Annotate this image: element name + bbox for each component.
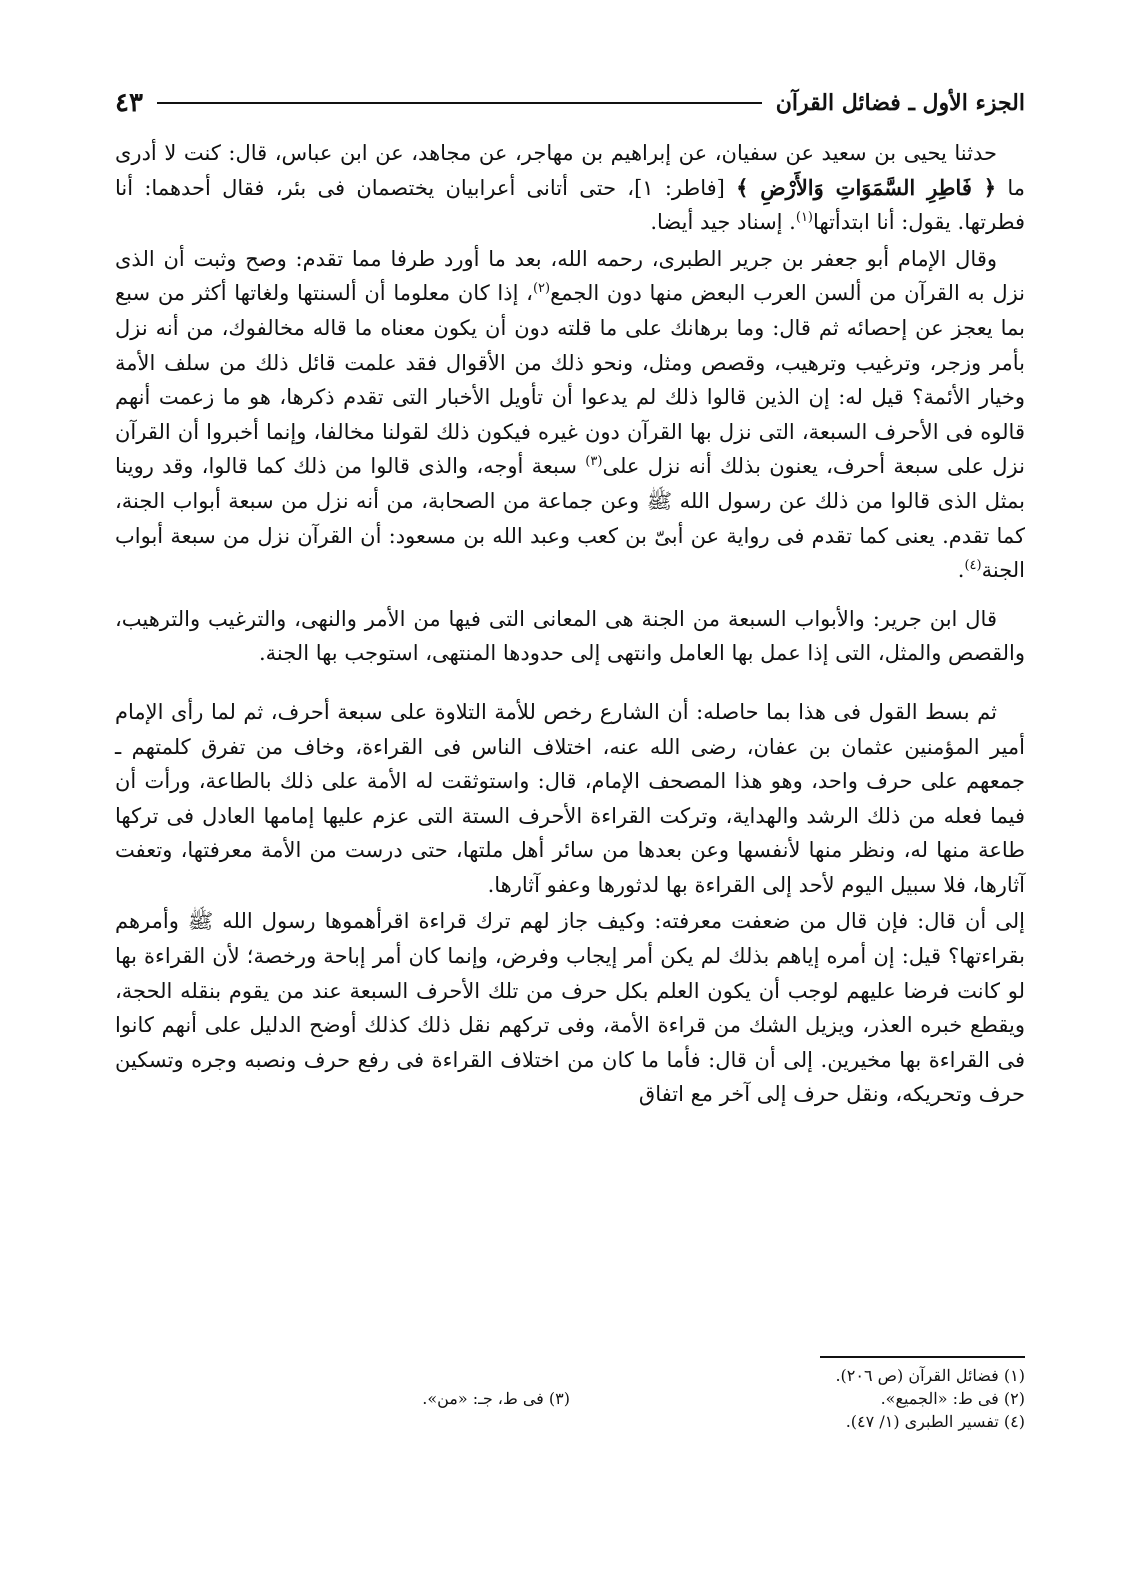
paragraph-3: قال ابن جرير: والأبواب السبعة من الجنة هى المعانى التى فيها من الأمر والنهى، والترغيب والترهيب، والقصص والمثل، التى إذا عمل بها العامل وانتهى إلى حدودها المنتهى، استوجب بها الجنة. — [115, 606, 1025, 666]
paragraph-2-text-a: وقال الإمام أبو جعفر بن جرير الطبرى، رحمه الله، بعد ما أورد طرفا مما تقدم: وصح وثبت أن الذى نزل به القرآن من ألسن العرب البعض منها دون الجمع — [115, 246, 1026, 306]
paragraph-4: ثم بسط القول فى هذا بما حاصله: أن الشارع رخص للأمة التلاوة على سبعة أحرف، ثم لما رأى الإمام أمير المؤمنين عثمان بن عفان، رضى الله عنه، اختلاف الناس فى القراءة، وخاف من تفرق كلمتهم ـ جمعهم على حرف واحد، وهو هذا المصحف الإمام، قال: واستوثقت له الأمة على ذلك بالطاعة، ورأت أن فيما فعله من ذلك الرشد والهداية، وتركت القراءة الأحرف الستة التى عزم عليها إمامها العادل فى تركها طاعة منها له، ونظر منها لأنفسها وعن بعدها من سائر أهل ملتها، حتى درست من الأمة معرفتها، وتعفت آثارها، فلا سبيل اليوم لأحد إلى القراءة بها لدثورها وعفو آثارها. — [115, 699, 1025, 897]
main-text — [115, 136, 1025, 1126]
paragraph-5: إلى أن قال: فإن قال من ضعفت معرفته: وكيف جاز لهم ترك قراءة اقرأهموها رسول الله ﷺ وأمرهم بقراءتها؟ قيل: إن أمره إياهم بذلك لم يكن أمر إيجاب وفرض، وإنما كان أمر إباحة ورخصة؛ لأن القراءة بها لو كانت فرضا عليهم لوجب أن يكون العلم بكل حرف من تلك الأحرف السبعة عند من يقوم بنقله الحجة، ويقطع خبره العذر، ويزيل الشك من قراءة الأمة، وفى تركهم نقل ذلك كذلك أوضح الدليل على أنهم كانوا فى القراءة بها مخيرين. إلى أن قال: فأما ما كان من اختلاف القراءة فى رفع حرف ونصبه وجره وتسكين حرف وتحريكه، ونقل حرف إلى آخر مع اتفاق — [115, 909, 1025, 1107]
paragraph-1-text-a: حدثنا يحيى بن سعيد عن سفيان، عن إبراهيم بن مهاجر، عن مجاهد، عن ابن عباس، قال: كنت لا أدرى ما — [115, 141, 1025, 200]
footnote-row-3 — [115, 1410, 1025, 1433]
footnotes — [115, 1364, 1025, 1433]
running-title: الجزء الأول ـ فضائل القرآن — [775, 90, 1025, 116]
paragraph-2-text-c: سبعة أوجه، والذى قالوا من ذلك كما قالوا، وقد روينا بمثل الذى قالوا من ذلك عن رسول الله ﷺ وعن جماعة من الصحابة، من أنه نزل من سبعة أبواب الجنة، كما تقدم. يعنى كما تقدم فى رواية عن أبىّ بن كعب وعبد الله بن مسعود: أن القرآن نزل من سبعة أبواب الجنة — [115, 454, 1025, 583]
paragraph-2-text-d: . — [957, 558, 965, 583]
paragraph-1-text-b: [فاطر: ١]، حتى أتانى أعرابيان يختصمان فى بئر، فقال أحدهما: أنا فطرتها. يقول: أنا ابتدأتها — [115, 175, 1025, 235]
footnote-row-1 — [115, 1364, 1025, 1387]
footnote-4: (٤) تفسير الطبرى (١/ ٤٧). — [845, 1412, 1025, 1431]
footnote-ref-1[interactable]: (١) — [795, 210, 813, 226]
footnote-2: (٢) فى ط: «الجميع». — [880, 1389, 1025, 1408]
footnote-1: (١) فضائل القرآن (ص ٢٠٦). — [835, 1366, 1025, 1385]
page-number: ٤٣ — [115, 88, 143, 118]
footnote-ref-4[interactable]: (٤) — [964, 558, 982, 574]
paragraph-1 — [115, 136, 1025, 240]
paragraph-2 — [115, 242, 1025, 588]
footnote-ref-3[interactable]: (٣) — [585, 454, 603, 470]
footnote-ref-2[interactable]: (٢) — [532, 281, 551, 297]
quran-verse: ﴿ فَاطِرِ السَّمَوَاتِ وَالأَرْضِ ﴾ — [736, 174, 997, 200]
footnote-3: (٣) فى ط، جـ: «من». — [422, 1389, 570, 1408]
footnote-separator — [820, 1356, 1025, 1358]
paragraph-2-text-b: ، إذا كان معلوما أن ألسنتها ولغاتها أكثر من سبع بما يعجز عن إحصائه ثم قال: وما برهانك على ما قلته دون أن يكون معناه ما قاله مخالفوك، من أنه نزل بأمر وزجر، وترغيب وترهيب، وقصص ومثل، ونحو ذلك من الأقوال فقد علمت قائل ذلك من سلف الأمة وخيار الأئمة؟ قيل له: إن الذين قالوا ذلك لم يدعوا أن تأويل الأخبار التى تقدم ذكرها، هو ما زعمت أنهم قالوه فى الأحرف السبعة، التى نزل بها القرآن دون غيره فيكون ذلك لقولنا مخالفا، وإنما أخبروا أن القرآن نزل على سبعة أحرف، يعنون بذلك أنه نزل على — [115, 281, 1025, 479]
footnote-row-2 — [115, 1387, 1025, 1410]
header-rule — [157, 102, 762, 104]
running-header — [115, 80, 1025, 126]
paragraph-1-text-c: . إسناد جيد أيضا. — [650, 210, 796, 235]
